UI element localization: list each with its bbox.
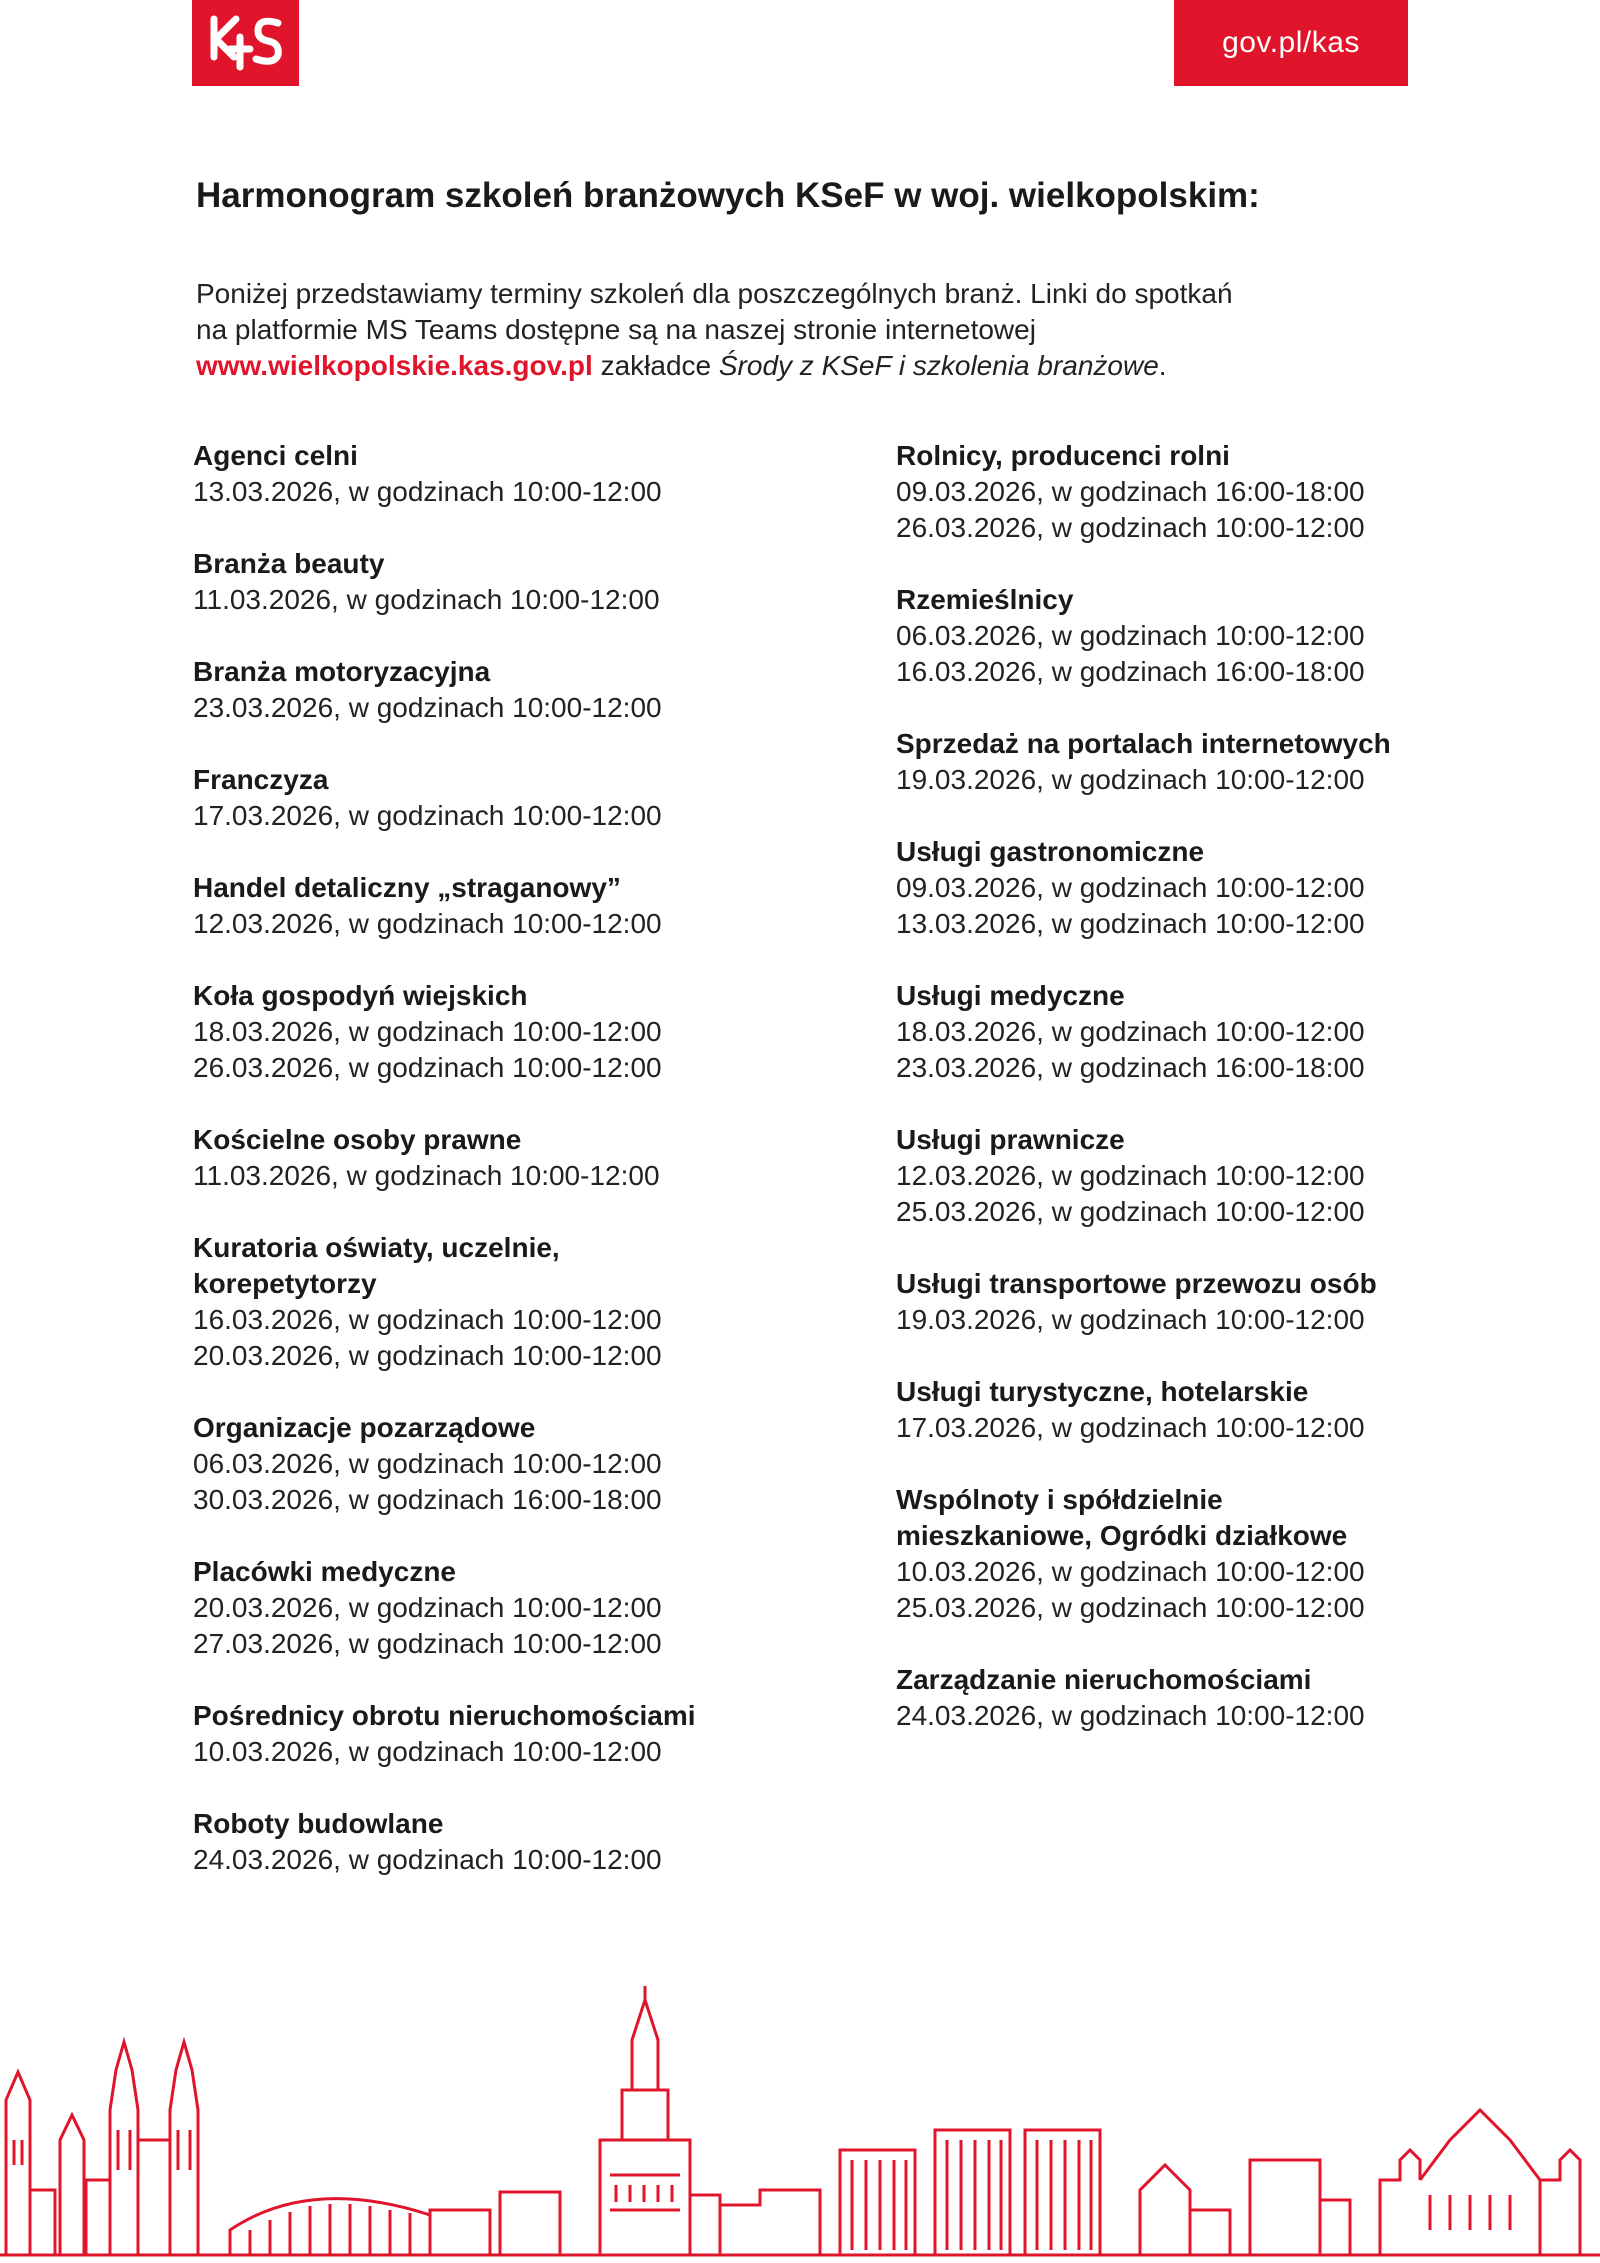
schedule-left-column xyxy=(193,438,793,1914)
intro-italic-section: Środy z KSeF i szkolenia branżowe xyxy=(718,350,1159,381)
schedule-right-column xyxy=(896,438,1496,1770)
industry-name: Usługi transportowe przewozu osób xyxy=(896,1268,1377,1299)
session-date: 25.03.2026, w godzinach 10:00-12:00 xyxy=(896,1592,1365,1623)
session-date: 26.03.2026, w godzinach 10:00-12:00 xyxy=(896,512,1365,543)
session-date: 24.03.2026, w godzinach 10:00-12:00 xyxy=(193,1844,662,1875)
schedule-entry xyxy=(193,870,793,942)
session-date: 27.03.2026, w godzinach 10:00-12:00 xyxy=(193,1628,662,1659)
intro-line-2: na platformie MS Teams dostępne są na naszej stronie internetowej xyxy=(196,314,1036,345)
industry-name: Rolnicy, producenci rolni xyxy=(896,440,1230,471)
schedule-entry xyxy=(896,1482,1496,1626)
schedule-entry xyxy=(896,726,1496,798)
industry-name: Placówki medyczne xyxy=(193,1556,457,1587)
industry-name: Usługi medyczne xyxy=(896,980,1125,1011)
industry-name: Usługi gastronomiczne xyxy=(896,836,1205,867)
gov-site-badge[interactable]: gov.pl/kas xyxy=(1174,0,1408,86)
session-date: 19.03.2026, w godzinach 10:00-12:00 xyxy=(896,1304,1365,1335)
schedule-entry xyxy=(193,438,793,510)
industry-name: Rzemieślnicy xyxy=(896,584,1074,615)
session-date: 19.03.2026, w godzinach 10:00-12:00 xyxy=(896,764,1365,795)
session-date: 26.03.2026, w godzinach 10:00-12:00 xyxy=(193,1052,662,1083)
session-date: 13.03.2026, w godzinach 10:00-12:00 xyxy=(193,476,662,507)
session-date: 24.03.2026, w godzinach 10:00-12:00 xyxy=(896,1700,1365,1731)
session-date: 18.03.2026, w godzinach 10:00-12:00 xyxy=(896,1016,1365,1047)
schedule-entry xyxy=(896,978,1496,1086)
session-date: 23.03.2026, w godzinach 10:00-12:00 xyxy=(193,692,662,723)
intro-line-3 xyxy=(196,348,1316,384)
session-date: 09.03.2026, w godzinach 10:00-12:00 xyxy=(896,872,1365,903)
industry-name: Usługi turystyczne, hotelarskie xyxy=(896,1376,1309,1407)
session-date: 17.03.2026, w godzinach 10:00-12:00 xyxy=(896,1412,1365,1443)
session-date: 23.03.2026, w godzinach 16:00-18:00 xyxy=(896,1052,1365,1083)
session-date: 18.03.2026, w godzinach 10:00-12:00 xyxy=(193,1016,662,1047)
schedule-entry xyxy=(193,1554,793,1662)
schedule-entry xyxy=(193,1122,793,1194)
session-date: 16.03.2026, w godzinach 16:00-18:00 xyxy=(896,656,1365,687)
industry-name: Franczyza xyxy=(193,764,329,795)
session-date: 25.03.2026, w godzinach 10:00-12:00 xyxy=(896,1196,1365,1227)
schedule-entry xyxy=(896,1122,1496,1230)
schedule-entry xyxy=(896,1266,1496,1338)
intro-line-1: Poniżej przedstawiamy terminy szkoleń dla poszczególnych branż. Linki do spotkań xyxy=(196,278,1233,309)
industry-name: Branża motoryzacyjna xyxy=(193,656,491,687)
industry-name: Kościelne osoby prawne xyxy=(193,1124,522,1155)
session-date: 12.03.2026, w godzinach 10:00-12:00 xyxy=(193,908,662,939)
industry-name: Agenci celni xyxy=(193,440,358,471)
industry-name-continued: korepetytorzy xyxy=(193,1268,377,1299)
schedule-entry xyxy=(896,1374,1496,1446)
intro-paragraph xyxy=(196,276,1316,384)
session-date: 20.03.2026, w godzinach 10:00-12:00 xyxy=(193,1340,662,1371)
kas-logo-icon xyxy=(206,13,286,73)
session-date: 13.03.2026, w godzinach 10:00-12:00 xyxy=(896,908,1365,939)
session-date: 10.03.2026, w godzinach 10:00-12:00 xyxy=(193,1736,662,1767)
session-date: 20.03.2026, w godzinach 10:00-12:00 xyxy=(193,1592,662,1623)
industry-name: Koła gospodyń wiejskich xyxy=(193,980,528,1011)
industry-name: Sprzedaż na portalach internetowych xyxy=(896,728,1391,759)
schedule-entry xyxy=(896,438,1496,546)
page-title: Harmonogram szkoleń branżowych KSeF w woj. wielkopolskim: xyxy=(196,176,1260,215)
session-date: 12.03.2026, w godzinach 10:00-12:00 xyxy=(896,1160,1365,1191)
schedule-entry xyxy=(193,654,793,726)
industry-name-continued: mieszkaniowe, Ogródki działkowe xyxy=(896,1520,1348,1551)
schedule-entry xyxy=(896,582,1496,690)
session-date: 09.03.2026, w godzinach 16:00-18:00 xyxy=(896,476,1365,507)
industry-name: Zarządzanie nieruchomościami xyxy=(896,1664,1312,1695)
session-date: 06.03.2026, w godzinach 10:00-12:00 xyxy=(193,1448,662,1479)
city-skyline-illustration xyxy=(0,1980,1600,2263)
session-date: 17.03.2026, w godzinach 10:00-12:00 xyxy=(193,800,662,831)
session-date: 06.03.2026, w godzinach 10:00-12:00 xyxy=(896,620,1365,651)
session-date: 16.03.2026, w godzinach 10:00-12:00 xyxy=(193,1304,662,1335)
industry-name: Handel detaliczny „straganowy” xyxy=(193,872,621,903)
industry-name: Kuratoria oświaty, uczelnie, xyxy=(193,1232,560,1263)
session-date: 10.03.2026, w godzinach 10:00-12:00 xyxy=(896,1556,1365,1587)
session-date: 11.03.2026, w godzinach 10:00-12:00 xyxy=(193,584,660,615)
session-date: 30.03.2026, w godzinach 16:00-18:00 xyxy=(193,1484,662,1515)
schedule-entry xyxy=(193,546,793,618)
schedule-entry xyxy=(896,834,1496,942)
industry-name: Wspólnoty i spółdzielnie xyxy=(896,1484,1223,1515)
industry-name: Usługi prawnicze xyxy=(896,1124,1125,1155)
schedule-entry xyxy=(193,1806,793,1878)
schedule-entry xyxy=(193,762,793,834)
intro-end: . xyxy=(1158,350,1167,381)
session-date: 11.03.2026, w godzinach 10:00-12:00 xyxy=(193,1160,660,1191)
schedule-entry xyxy=(193,1410,793,1518)
intro-after-link: zakładce xyxy=(592,350,719,381)
schedule-entry xyxy=(193,1698,793,1770)
industry-name: Pośrednicy obrotu nieruchomościami xyxy=(193,1700,696,1731)
kas-logo xyxy=(192,0,299,86)
schedule-entry xyxy=(193,978,793,1086)
industry-name: Organizacje pozarządowe xyxy=(193,1412,536,1443)
schedule-entry xyxy=(896,1662,1496,1734)
industry-name: Roboty budowlane xyxy=(193,1808,444,1839)
website-link[interactable]: www.wielkopolskie.kas.gov.pl xyxy=(196,350,593,381)
schedule-entry xyxy=(193,1230,793,1374)
industry-name: Branża beauty xyxy=(193,548,385,579)
